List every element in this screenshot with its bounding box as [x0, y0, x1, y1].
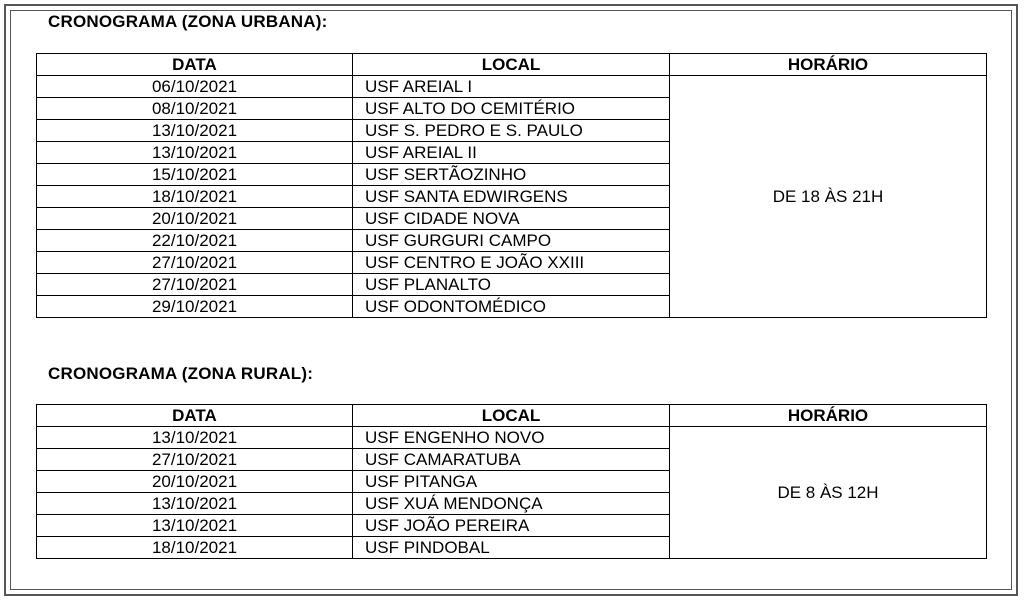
date-cell: 06/10/2021: [37, 76, 353, 98]
schedule-hours-cell: DE 18 ÀS 21H: [670, 76, 987, 318]
hour-column-header: HORÁRIO: [670, 54, 987, 76]
local-column-header: LOCAL: [353, 405, 670, 427]
local-cell: USF SERTÃOZINHO: [353, 164, 670, 186]
urban-schedule-table: [36, 53, 987, 318]
table-header-row: [37, 405, 987, 427]
date-cell: 20/10/2021: [37, 208, 353, 230]
local-cell: USF JOÃO PEREIRA: [353, 515, 670, 537]
local-cell: USF PLANALTO: [353, 274, 670, 296]
date-cell: 27/10/2021: [37, 252, 353, 274]
date-column-header: DATA: [37, 54, 353, 76]
date-cell: 27/10/2021: [37, 449, 353, 471]
date-cell: 20/10/2021: [37, 471, 353, 493]
date-cell: 22/10/2021: [37, 230, 353, 252]
schedule-hours-cell: DE 8 ÀS 12H: [670, 427, 987, 559]
local-column-header: LOCAL: [353, 54, 670, 76]
date-cell: 29/10/2021: [37, 296, 353, 318]
table-header-row: [37, 54, 987, 76]
date-cell: 13/10/2021: [37, 493, 353, 515]
local-cell: USF SANTA EDWIRGENS: [353, 186, 670, 208]
date-cell: 15/10/2021: [37, 164, 353, 186]
hour-column-header: HORÁRIO: [670, 405, 987, 427]
urban-schedule-title: CRONOGRAMA (ZONA URBANA):: [48, 12, 328, 31]
date-cell: 08/10/2021: [37, 98, 353, 120]
local-cell: USF CENTRO E JOÃO XXIII: [353, 252, 670, 274]
date-cell: 13/10/2021: [37, 515, 353, 537]
local-cell: USF ENGENHO NOVO: [353, 427, 670, 449]
local-cell: USF ALTO DO CEMITÉRIO: [353, 98, 670, 120]
urban-table-body: [37, 76, 987, 318]
date-cell: 13/10/2021: [37, 142, 353, 164]
local-cell: USF PITANGA: [353, 471, 670, 493]
date-cell: 13/10/2021: [37, 120, 353, 142]
rural-table-body: [37, 427, 987, 559]
table-row: [37, 427, 987, 449]
table-row: [37, 76, 987, 98]
local-cell: USF ODONTOMÉDICO: [353, 296, 670, 318]
rural-schedule-title: CRONOGRAMA (ZONA RURAL):: [48, 364, 314, 383]
local-cell: USF S. PEDRO E S. PAULO: [353, 120, 670, 142]
local-cell: USF CAMARATUBA: [353, 449, 670, 471]
date-cell: 13/10/2021: [37, 427, 353, 449]
local-cell: USF XUÁ MENDONÇA: [353, 493, 670, 515]
rural-schedule-table: [36, 404, 987, 559]
local-cell: USF CIDADE NOVA: [353, 208, 670, 230]
local-cell: USF GURGURI CAMPO: [353, 230, 670, 252]
date-cell: 27/10/2021: [37, 274, 353, 296]
date-column-header: DATA: [37, 405, 353, 427]
date-cell: 18/10/2021: [37, 186, 353, 208]
local-cell: USF AREIAL I: [353, 76, 670, 98]
local-cell: USF PINDOBAL: [353, 537, 670, 559]
local-cell: USF AREIAL II: [353, 142, 670, 164]
date-cell: 18/10/2021: [37, 537, 353, 559]
